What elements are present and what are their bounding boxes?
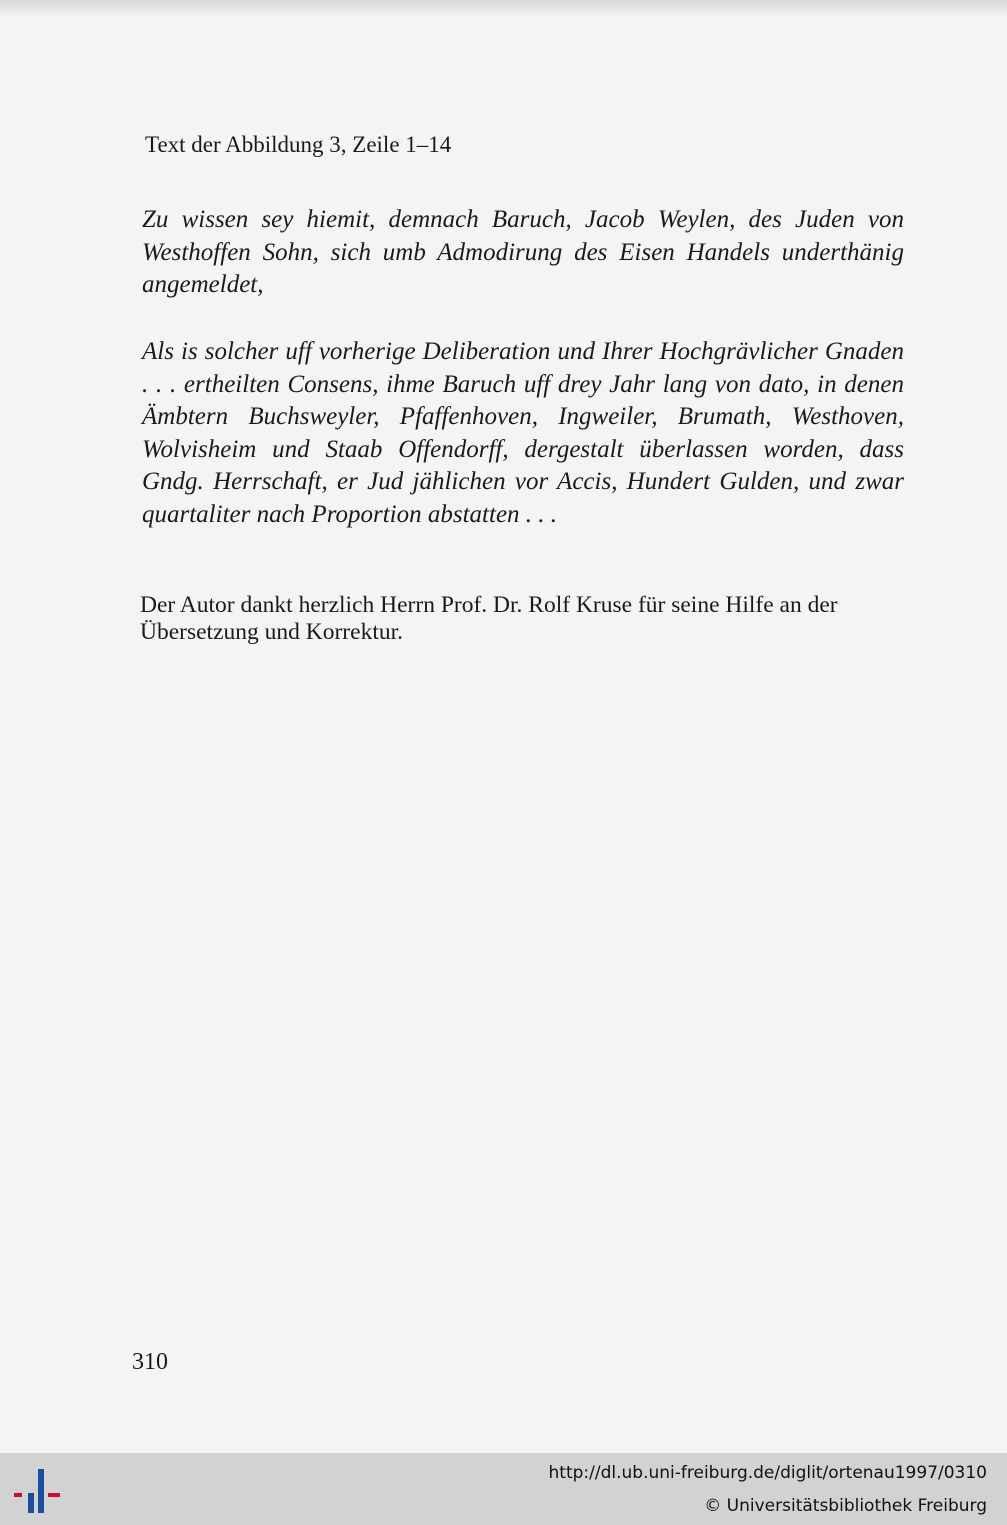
logo-blue-bar-tall (38, 1469, 44, 1513)
page-number: 310 (132, 1349, 168, 1375)
ub-freiburg-logo-icon[interactable] (12, 1463, 64, 1517)
figure-text-caption: Text der Abbildung 3, Zeile 1–14 (145, 132, 452, 157)
logo-red-dash-right (48, 1493, 60, 1497)
copyright-notice: © Universitätsbibliothek Freiburg (704, 1496, 987, 1516)
page-top-edge (0, 0, 1007, 18)
logo-blue-bar-short (28, 1493, 34, 1513)
library-footer-bar (0, 1453, 1007, 1525)
acknowledgement-paragraph: Der Autor dankt herzlich Herrn Prof. Dr. Rolf Kruse für seine Hilfe an der Übersetzung und Korrektur. (140, 592, 838, 645)
quote-paragraph-1: Zu wissen sey hiemit, demnach Baruch, Jacob Weylen, des Juden von Westhoffen Sohn, sich umb Admodirung des Eisen Handels underthänig angemeldet, (142, 206, 904, 298)
quote-paragraph-2: Als is solcher uff vorherige Deliberation und Ihrer Hochgrävlicher Gnaden . . . ertheilten Consens, ihme Baruch uff drey Jahr lang von dato, in denen Ämbtern Buchsweyler, Pfaffenhoven, Ingweiler, Brumath, Westhoven, Wolvisheim und Staab Offendorff, dergestalt überlassen worden, dass Gndg. Herrschaft, er Jud jählichen vor Accis, Hundert Gulden, und zwar quartaliter nach Proportion abstatten . . . (142, 338, 904, 528)
permalink-url[interactable]: http://dl.ub.uni-freiburg.de/diglit/ortenau1997/0310 (548, 1463, 987, 1483)
logo-red-dash-left (14, 1493, 22, 1497)
